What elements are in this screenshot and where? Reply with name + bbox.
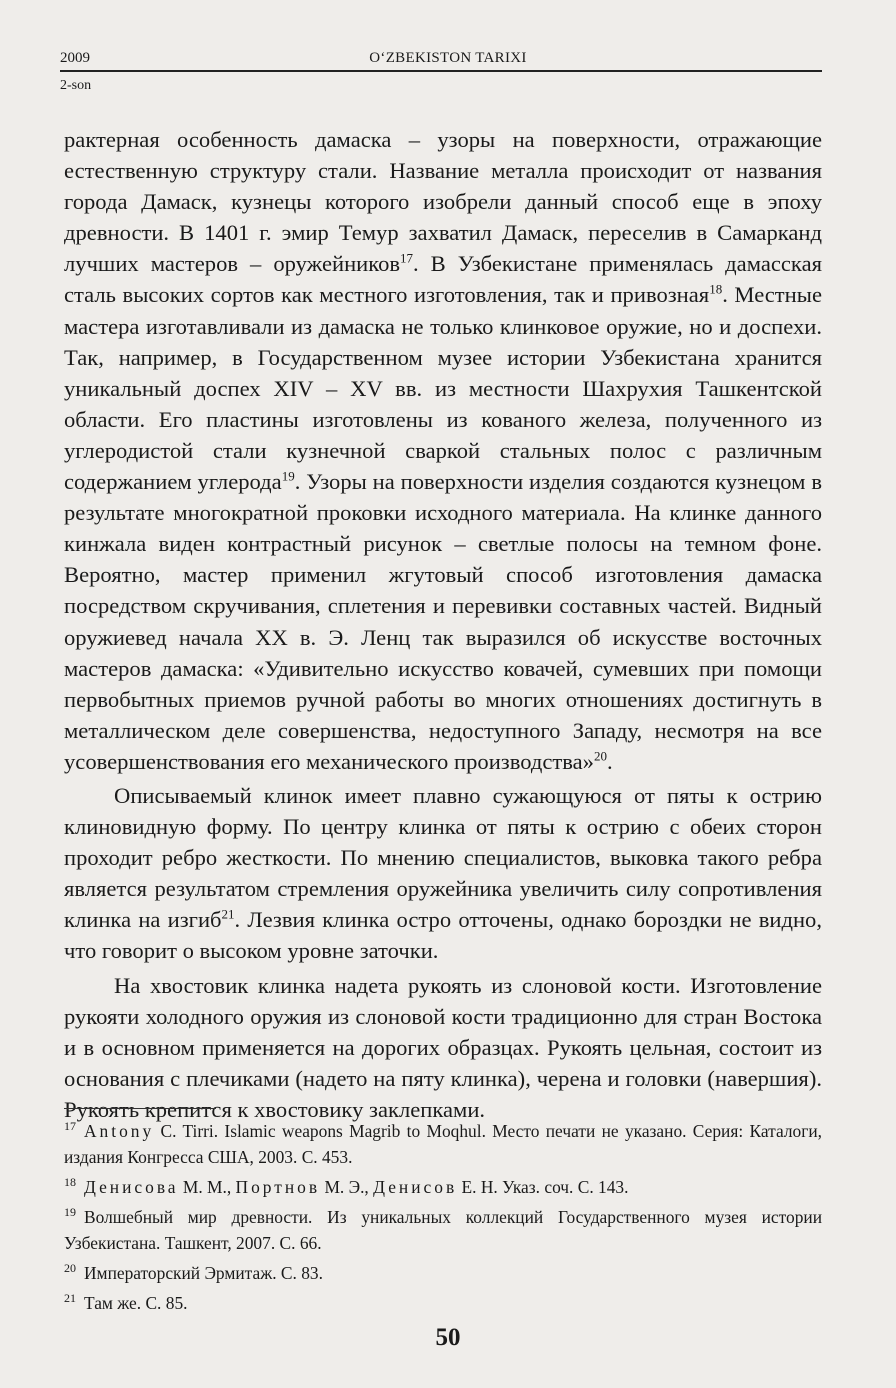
- footnote-separator: [64, 1108, 216, 1109]
- main-text: [64, 124, 822, 1125]
- footnote-author: Antony: [84, 1121, 155, 1141]
- footnote-21: [64, 1290, 822, 1316]
- footnote-text: Волшебный мир древности. Из уникальных коллекций Государственного музея истории Узбекистана. Ташкент, 2007. С. 66.: [64, 1207, 822, 1253]
- footnote-ref: 20: [593, 748, 607, 764]
- text-run: .: [606, 748, 613, 774]
- footnote-17: [64, 1118, 822, 1170]
- text-run: рактерная особенность дамаска – узоры на поверхности, отражающие естественную структуру стали. Название металла происходит от названия города Дамаск, кузнецы которого изобрели данный способ еще в эпоху древности. В 1401 г. эмир Темур захватил Дамаск, переселив в Самарканд лучших мастеров – оружейников: [64, 127, 822, 277]
- footnote-author: Денисова: [84, 1177, 179, 1197]
- text-run: Описываемый клинок имеет плавно сужающуюся от пяты к острию клиновидную форму. По центру клинка от пяты к острию с обеих сторон проходит ребро жесткости. По мнению специалистов, выковка такого ребра является результатом стремления оружейника увеличить силу сопротивления клинка на изгиб: [64, 782, 822, 933]
- paragraph-1: [64, 124, 822, 777]
- footnote-text: Там же. С. 85.: [84, 1293, 188, 1313]
- footnote-19: [64, 1204, 822, 1256]
- text-run: . Лезвия клинка остро отточены, однако бороздки не видно, что говорит о высоком уровне заточки.: [64, 907, 822, 964]
- footnote-number: 21: [64, 1291, 76, 1306]
- footnote-author: Денисов: [373, 1177, 458, 1197]
- journal-title: O‘ZBEKISTON TARIXI: [369, 50, 527, 66]
- page-number: 50: [435, 1324, 461, 1351]
- footnote-ref: 17: [400, 250, 414, 266]
- footnote-number: 19: [64, 1205, 76, 1220]
- footnote-text: Императорский Эрмитаж. С. 83.: [84, 1263, 323, 1283]
- footnote-text: М. М.,: [178, 1177, 236, 1197]
- text-run: На хвостовик клинка надета рукоять из слоновой кости. Изготовление рукояти холодного оружия из слоновой кости традиционно для стран Востока и в основном применяется на дорогих образцах. Рукоять цельная, состоит из основания с плечиками (надето на пяту клинка), черена и головки (навершия). Рукоять крепится к хвостовику заклепками.: [64, 972, 822, 1122]
- paragraph-3: [64, 970, 822, 1125]
- footnote-text: Е. Н. Указ. соч. С. 143.: [457, 1177, 629, 1197]
- footnote-number: 18: [64, 1175, 76, 1190]
- header-issue: 2-son: [60, 78, 92, 93]
- paragraph-2: [64, 780, 822, 967]
- footnote-18: [64, 1174, 822, 1200]
- footnote-ref: 19: [281, 468, 295, 484]
- footnote-20: [64, 1260, 822, 1286]
- footnote-ref: 18: [709, 281, 723, 297]
- text-run: . Местные мастера изготавливали из дамаска не только клинковое оружие, но и доспехи. Так, например, в Государственном музее истории Узбекистана хранится уникальный доспех XIV – XV вв. из местности Шахрухия Ташкентской области. Его пластины изготовлены из кованого железа, полученного из углеродистой стали кузнечной сваркой стальных полос с различным содержанием углерода: [64, 282, 822, 495]
- footnotes: [64, 1118, 822, 1320]
- footnote-ref: 21: [221, 906, 235, 922]
- footnote-number: 20: [64, 1261, 76, 1276]
- text-run: . В Узбекистане применялась дамасская сталь высоких сортов как местного изготовления, так и привозная: [64, 251, 822, 308]
- footnote-number: 17: [64, 1119, 76, 1134]
- text-run: . Узоры на поверхности изделия создаются кузнецом в результате многократной проковки исходного материала. На клинке данного кинжала виден контрастный рисунок – светлые полосы на темном фоне. Вероятно, мастер применил жгутовый способ изготовления дамаска посредством скручивания, сплетения и перевивки составных частей. Видный оружиевед начала XX в. Э. Ленц так выразился об искусстве восточных мастеров дамаска: «Удивительно искусство ковачей, сумевших при помощи первобытных приемов ручной работы во многих отношениях достигнуть в металлическом деле совершенства, недоступного Западу, несмотря на все усовершенствования его механического производства»: [64, 469, 822, 774]
- header-year: 2009: [60, 50, 90, 66]
- header-rule: [60, 70, 822, 72]
- footnote-text: М. Э.,: [320, 1177, 374, 1197]
- footnote-text: C. Tirri. Islamic weapons Magrib to Moqhul. Место печати не указано. Серия: Каталоги, издания Конгресса США, 2003. С. 453.: [64, 1121, 822, 1167]
- footnote-author: Портнов: [235, 1177, 321, 1197]
